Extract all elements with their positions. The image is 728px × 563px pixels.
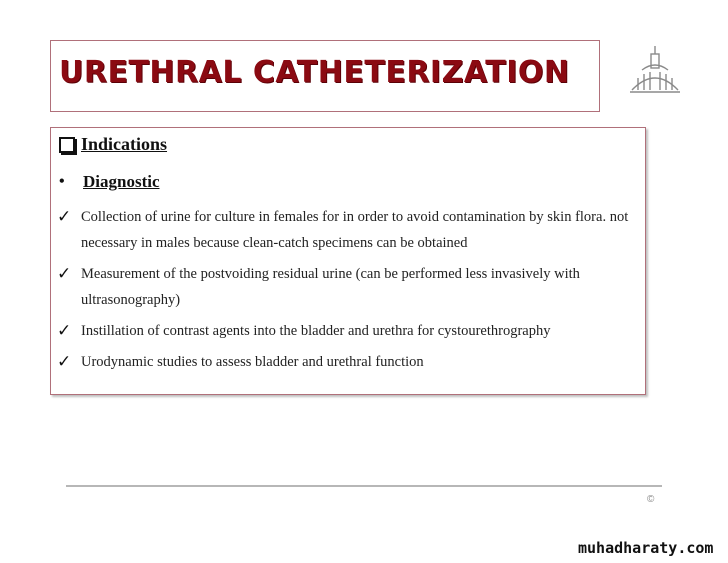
list-item (57, 320, 637, 344)
list-item-text: Measurement of the postvoiding residual urine (can be performed less invasively with ultrasonography) (81, 266, 580, 308)
check-mark-icon: ✓ (57, 264, 72, 283)
list-item (57, 263, 637, 313)
university-logo-icon (626, 44, 684, 96)
check-mark-icon: ✓ (57, 321, 72, 340)
check-mark-icon: ✓ (57, 352, 72, 371)
footer-divider (66, 485, 662, 487)
diagnostic-subheading (59, 172, 160, 192)
indication-list (57, 206, 637, 382)
list-item-text: Collection of urine for culture in females for in order to avoid contamination by skin flora. not necessary in males because clean-catch specimens can be obtained (81, 209, 629, 251)
site-watermark: muhadharaty.com (578, 539, 714, 557)
list-item (57, 206, 637, 256)
list-item (57, 351, 637, 375)
bullet-dot-icon: • (59, 173, 65, 190)
diagnostic-text: Diagnostic (83, 172, 160, 191)
indications-heading (59, 134, 167, 155)
list-item-text: Urodynamic studies to assess bladder and urethral function (81, 354, 424, 370)
list-item-text: Instillation of contrast agents into the bladder and urethra for cystourethrography (81, 323, 551, 339)
title-box (50, 40, 600, 112)
indications-heading-text: Indications (81, 134, 168, 154)
slide-title: URETHRAL CATHETERIZATION (59, 55, 570, 90)
page-number: © (647, 494, 655, 505)
checkbox-square-icon (59, 137, 75, 153)
check-mark-icon: ✓ (57, 207, 72, 226)
content-box (50, 127, 646, 395)
